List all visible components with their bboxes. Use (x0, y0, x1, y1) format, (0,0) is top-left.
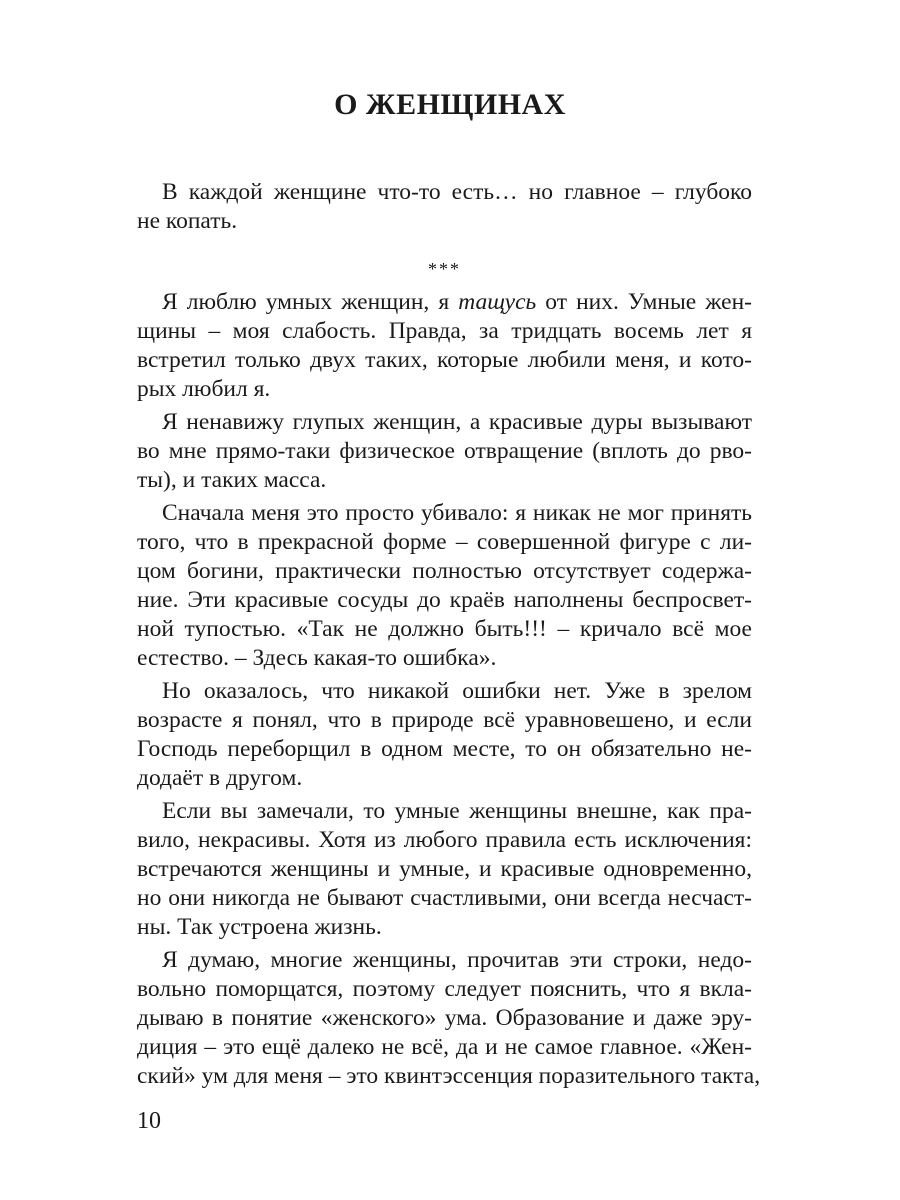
paragraph-line: Сначала меня это просто убивало: я никак не мог принять (162, 500, 752, 526)
paragraph-line: возрасте я понял, что в природе всё уравновешено, и если (137, 707, 752, 733)
page-number: 10 (137, 1108, 161, 1134)
paragraph-line: рых любил я. (137, 376, 271, 402)
epigraph-line: не копать. (137, 208, 238, 234)
paragraph-line: ты), и таких масса. (137, 467, 327, 493)
paragraph-line: Я думаю, многие женщины, прочитав эти строки, недо- (162, 947, 752, 973)
paragraph-line: встречаются женщины и умные, и красивые одновременно, (137, 856, 752, 882)
paragraph-line: вило, некрасивы. Хотя из любого правила есть исключения: (137, 827, 752, 853)
paragraph-line: Я ненавижу глупых женщин, а красивые дуры вызывают (162, 409, 752, 435)
paragraph-line (137, 288, 752, 317)
paragraph-line: диция – это ещё далеко не всё, да и не самое главное. «Жен- (137, 1034, 752, 1060)
paragraph-line: естество. – Здесь какая-то ошибка». (137, 645, 497, 671)
paragraph-line: во мне прямо-таки физическое отвращение (вплоть до рво- (137, 438, 752, 464)
body-text (137, 178, 761, 1091)
paragraph-line: Господь переборщил в одном месте, то он обязательно не- (137, 736, 752, 762)
section-separator: *** (428, 259, 461, 279)
paragraph-line: цом богини, практически полностью отсутствует содержа- (137, 558, 752, 584)
paragraph-line: вольно поморщатся, поэтому следует пояснить, что я вкла- (137, 976, 752, 1002)
paragraph-line: того, что в прекрасной форме – совершенной фигуре с ли- (137, 529, 752, 555)
paragraph-line: щины – моя слабость. Правда, за тридцать восемь лет я (137, 318, 752, 344)
paragraph-line: Если вы замечали, то умные женщины внешне, как пра- (162, 798, 752, 824)
paragraph-line: ны. Так устроена жизнь. (137, 914, 382, 940)
paragraph-line: Но оказалось, что никакой ошибки нет. Уже в зрелом (162, 678, 752, 704)
paragraph-line: дываю в понятие «женского» ума. Образование и даже эру- (137, 1005, 752, 1031)
paragraph-line: но они никогда не бывают счастливыми, они всегда несчаст- (137, 885, 752, 911)
paragraph-line: встретил только двух таких, которые любили меня, и кото- (137, 347, 752, 373)
paragraph-line: ский» ум для меня – это квинтэссенция поразительного такта, (137, 1063, 761, 1089)
paragraph-line: додаёт в другом. (137, 765, 303, 791)
chapter-title: О ЖЕНЩИНАХ (334, 88, 566, 121)
emphasis-word: тащусь (458, 289, 537, 315)
text-span: Я люблю умных женщин, я (162, 289, 459, 315)
paragraph-line: ной тупостью. «Так не должно быть!!! – кричало всё мое (137, 616, 752, 642)
text-span: от них. Умные жен- (536, 289, 752, 315)
paragraph-line: ние. Эти красивые сосуды до краёв наполнены беспросвет- (137, 587, 752, 613)
epigraph-line: В каждой женщине что-то есть… но главное – глубоко (162, 179, 752, 205)
